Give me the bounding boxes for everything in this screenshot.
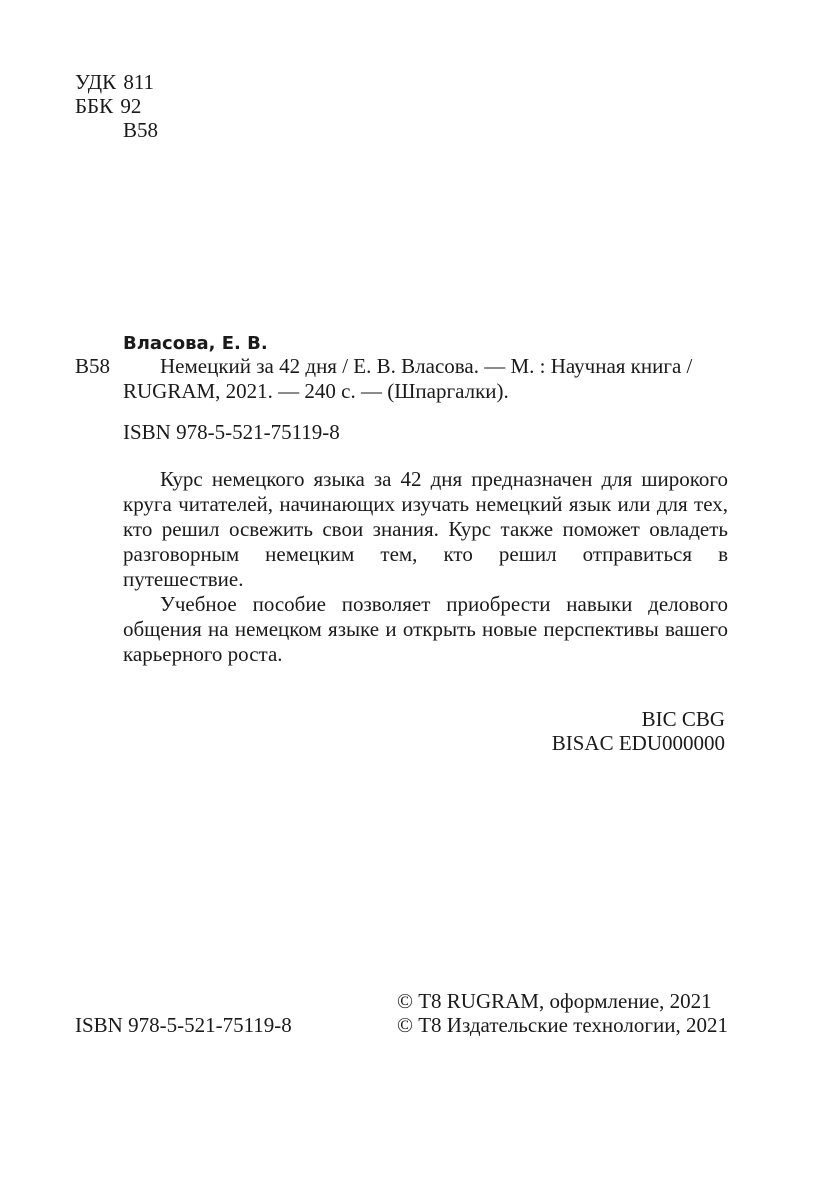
annotation-paragraph-2: Учебное пособие позволяет приобрести навыки делового общения на немецком языке и открыть новые перспективы вашего карьерного роста.	[123, 592, 728, 666]
udk-value: 811	[123, 70, 155, 94]
copyright-line-2: © Т8 Издательские технологии, 2021	[397, 1013, 728, 1037]
footer-isbn: ISBN 978-5-521-75119-8	[75, 1013, 292, 1037]
udk-line	[75, 70, 154, 95]
bbk-line	[75, 94, 141, 119]
annotation-paragraph-1: Курс немецкого языка за 42 дня предназначен для широкого круга читателей, начинающих изучать немецкий язык или для тех, кто решил освежить свои знания. Курс также поможет овладеть разговорным немецким тем, кто решил отправиться в путешествие.	[123, 467, 728, 591]
entry-code: В58	[75, 354, 111, 378]
udk-label: УДК	[75, 70, 117, 94]
bbk-label: ББК	[75, 94, 114, 118]
author-code-top: В58	[123, 118, 159, 142]
entry-isbn: ISBN 978-5-521-75119-8	[123, 420, 340, 444]
copyright-line-1: © Т8 RUGRAM, оформление, 2021	[397, 989, 712, 1013]
title-line-2: RUGRAM, 2021. — 240 с. — (Шпаргалки).	[123, 379, 509, 403]
author-heading: Власова, Е. В.	[123, 333, 268, 354]
bbk-value: 92	[120, 94, 142, 118]
bic-code: BIC CBG	[641, 707, 725, 731]
title-line-1: Немецкий за 42 дня / Е. В. Власова. — М. : Научная книга /	[160, 354, 693, 378]
annotation	[123, 467, 728, 667]
bisac-code: BISAC EDU000000	[551, 731, 725, 755]
